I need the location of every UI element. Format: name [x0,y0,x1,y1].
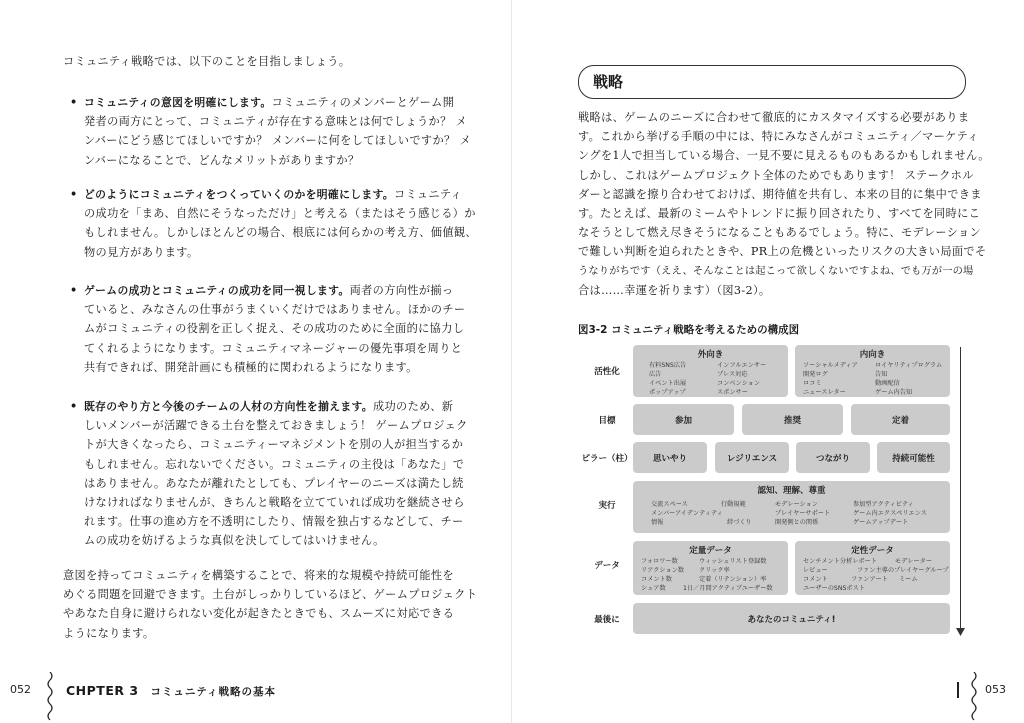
quantitative-item: 1日／月間アクティブユーザー数 [683,585,773,592]
figure-caption: 図3-2 コミュニティ戦略を考えるための構成図 [578,324,800,336]
right-page-number: 053 [985,683,1006,696]
outward-item: スポンサー [717,389,748,396]
outward-item: インフルエンサー [717,362,767,369]
inward-item: ニュースレター [803,389,846,396]
quantitative-item: コメント数 [641,576,672,583]
execution-item: 開発側との関係 [775,519,819,526]
qualitative-item: ミーム [899,576,918,583]
inward-box [795,345,950,397]
strategy-paragraph: 戦略は、ゲームのニーズに合わせて徹底的にカスタマイズする必要がありま す。これから挙げる手順の中には、特にみなさんがコミュニティ／マーケティ ングを1人で担当している場合、一見不要に見えるものもあるかもしれません。 しかし、これはゲームプロジェクト全体のためでもあります！ ステークホル ダーと認識を擦り合わせておけば、期待値を共有し、本来の目的に集中できま す。たとえば、最新のミームやトレンドに振り回されたり、すべてを同時にこ なそうとして燃え尽きそうになることもあるでしょう。特に、モデレーション で難しい判断を迫られたときや、PR上の危機といったリスクの大きい局面でそ うなりがちです（ええ、そんなことは起こって欲しくないですよね、でも万が一の場 合は……幸運を祈ります）（図3-2）。 [578,111,990,297]
execution-item: 交流スペース [651,501,688,508]
quantitative-item: ウィッシュリスト登録数 [699,558,767,565]
goal-box: 定着 [851,404,950,435]
arrow-down-icon [956,628,965,637]
inward-item: 開発ログ [803,371,828,378]
inward-item: 告知 [875,371,888,378]
flow-arrow-line [960,347,961,635]
final-community-box: あなたのコミュニティ! [633,603,950,634]
goal-box: 推奨 [742,404,843,435]
row-label-data: データ [594,561,620,571]
qualitative-item: ユーザーのSNSポスト [803,585,865,592]
outward-item: 有料SNS広告 [649,362,687,369]
pillar-box: 持続可能性 [877,442,950,473]
execution-item: 絆づくり [727,519,752,526]
execution-box [633,481,950,533]
inward-item: ロコミ [803,380,822,387]
squiggle-divider-icon [970,672,978,723]
qualitative-item: ファンアート [851,576,888,583]
quantitative-data-box [633,541,788,595]
execution-item: 情報 [651,519,664,526]
inward-item: ロイヤリティプログラム [875,362,943,369]
execution-item: 参加型アクティビティ [853,501,914,508]
bullet-marker: • [70,400,78,413]
qualitative-item: ファン主導のプレイヤーグループ [857,567,949,574]
intro-paragraph: コミュニティ戦略では、以下のことを目指しましょう。 [63,55,351,68]
execution-item: ゲームアップデート [853,519,909,526]
section-heading: 戦略 [593,73,624,91]
inward-item: 動画配信 [875,380,900,387]
row-label-execution: 実行 [598,501,616,511]
qualitative-title: 定性データ [851,546,894,556]
row-label-pillars: ピラー（柱） [581,454,633,464]
chapter-footer [66,680,276,699]
row-label-activation: 活性化 [594,367,620,377]
squiggle-divider-icon [46,672,54,723]
row-label-finally: 最後に [594,615,620,625]
inward-item: ゲーム内告知 [875,389,913,396]
bullet-marker: • [70,96,78,109]
bullet-item-3: • ゲームの成功とコミュニティの成功を同一視します。両者の方向性が揃っ ていると、みなさんの仕事がうまくいくだけではありません。ほかのチー ムがコミュニティの役割を正しく捉え、その成功のために全面的に協力し てくれるようになります。コミュニティマネージャーの優先事項を周りと 共有できれば、開発計画にも積極的に関われるようになります。 [70,281,465,377]
pillar-box: 思いやり [633,442,707,473]
footer-bar [957,682,959,698]
execution-item: 行動規範 [721,501,746,508]
strategy-framework-diagram [578,343,968,638]
outward-item: コンベンション [717,380,761,387]
outward-item: イベント出展 [649,380,687,387]
chapter-title: コミュニティ戦略の基本 [150,686,276,698]
closing-paragraph: 意図を持ってコミュニティを構築することで、将来的な規模や持続可能性を めぐる問題を回避できます。土台がしっかりしているほど、ゲームプロジェクト やあなた自身に避けられない変化が起きたときでも、スムーズに対応できる ようになります。 [63,569,478,640]
qualitative-item: コメント [803,576,828,583]
quantitative-item: 定着（リテンション）率 [699,576,767,583]
left-page-number: 052 [10,683,31,696]
quantitative-item: リアクション数 [641,567,685,574]
outward-item: プレス対応 [717,371,748,378]
qualitative-item: モデレーター [895,558,933,565]
quantitative-item: フォロワー数 [641,558,678,565]
section-heading-box [578,65,966,99]
bullet-marker: • [70,188,78,201]
bullet-item-2: • どのようにコミュニティをつくっていくのかを明確にします。コミュニティ の成功を「まあ、自然にそうなっただけ」と考える（またはそう感じる）か もしれません。しかしほとんどの場合、根底には何らかの考え方、価値観、 物の見方があります。 [70,185,477,262]
bullet-item-4: • 既存のやり方と今後のチームの人材の方向性を揃えます。成功のため、新 しいメンバーが活躍できる土台を整えておきましょう！ ゲームプロジェク トが大きくなったら、コミュニティーマネジメントを別の人が担当するか もしれません。忘れないでください。コミュニティの主役は「あなた」で はありません。あなたが離れたとしても、プレイヤーのニーズは満たし続 けなければなりませんが、きちんと戦略を立てていれば成功を継続させら れます。仕事の進め方を不透明にしたり、情報を独占するなどして、チー ムの成功を妨げるような真似を決してしてはいけません。 [70,397,468,551]
quantitative-title: 定量データ [689,546,732,556]
inward-title: 内向き [859,350,886,360]
outward-item: ポップアップ [649,389,686,396]
inward-item: ソーシャルメディア [803,362,858,369]
qualitative-item: センチメント分析レポート [803,558,878,565]
quantitative-item: クリック率 [699,567,730,574]
quantitative-item: シェア数 [641,585,666,592]
outward-item: 広告 [649,371,662,378]
qualitative-data-box [795,541,950,595]
execution-item: モデレーション [775,501,818,508]
bullet-marker: • [70,284,78,297]
goal-box: 参加 [633,404,734,435]
execution-item: メンバーアイデンティティ [651,510,723,517]
pillar-box: レジリエンス [715,442,789,473]
execution-item: プレイヤーサポート [775,510,831,517]
outward-box [633,345,788,397]
qualitative-item: レビュー [803,567,828,574]
execution-item: ゲーム内エクスペリエンス [853,510,927,517]
pillar-box: つながり [796,442,870,473]
execution-title: 認知、理解、尊重 [757,486,826,496]
bullet-item-1: • コミュニティの意図を明確にします。コミュニティのメンバーとゲーム開 発者の両方にとって、コミュニティが存在する意味とは何でしょうか？ メ ンバーにどう感じてほしいですか？ メンバーに何をしてほしいですか？ メ ンバーになることで、どんなメリットがありますか？ [70,93,471,170]
row-label-goals: 目標 [598,416,616,426]
outward-title: 外向き [697,350,724,360]
chapter-number: CHPTER 3 [66,683,139,698]
